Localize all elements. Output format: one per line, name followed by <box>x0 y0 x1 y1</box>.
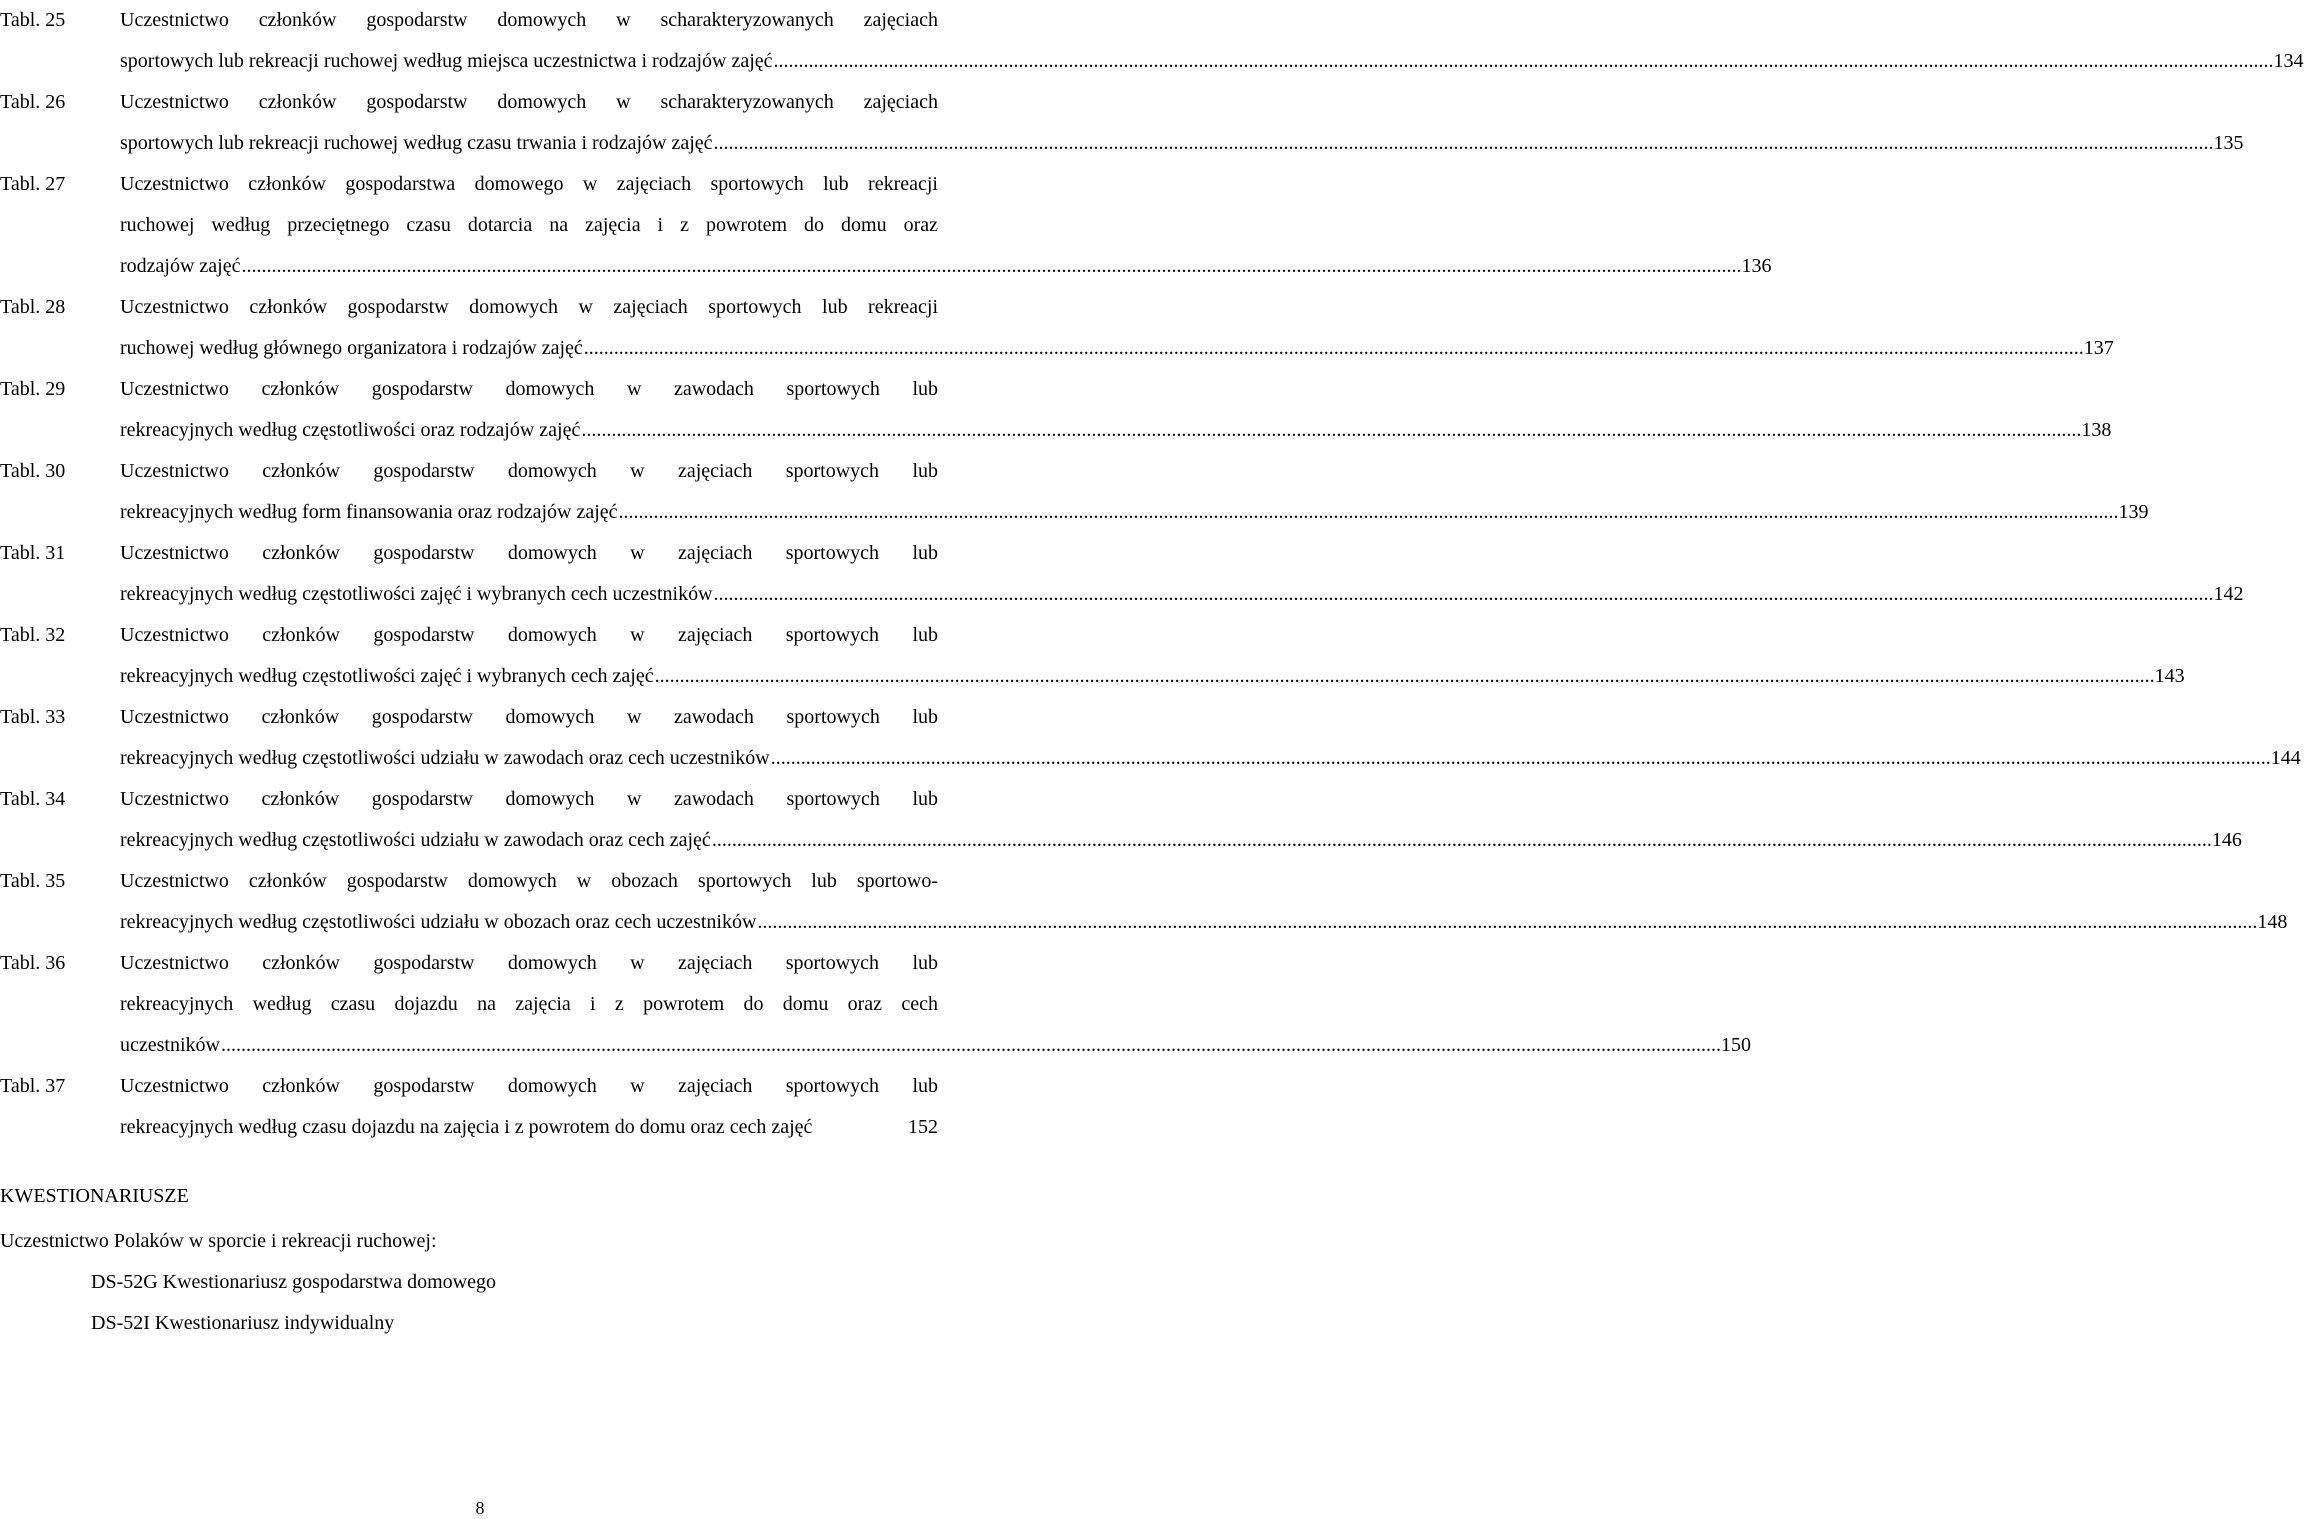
toc-entry-title-line <box>120 820 2242 861</box>
toc-entry-label: Tabl. 32 <box>0 624 66 646</box>
toc-dot-leader: ............................................................................................................................................................................................................................................................................................................ <box>618 501 2119 523</box>
toc-entry-label: Tabl. 37 <box>0 1075 66 1097</box>
toc-entry-title <box>120 779 2242 861</box>
toc-entry-title-line <box>120 328 2114 369</box>
toc-entry-page-number: 136 <box>1741 255 1772 277</box>
toc-entry-page-number: 138 <box>2081 419 2112 441</box>
toc-entry-page-number: 148 <box>2257 911 2288 933</box>
toc-entry-title <box>120 0 2304 82</box>
toc-entry-title <box>120 82 2244 164</box>
toc-entry-title-line <box>120 123 2244 164</box>
toc-entry-title-text: rekreacyjnych według częstotliwości udziału w zawodach oraz cech uczestników <box>120 747 770 769</box>
toc-entry-title-text: rekreacyjnych według częstotliwości udziału w obozach oraz cech uczestników <box>120 911 757 933</box>
toc-entry <box>0 533 2244 615</box>
toc-entry-label: Tabl. 33 <box>0 706 66 728</box>
toc-entry-title-line: rekreacyjnych według czasu dojazdu na zajęcia i z powrotem do domu oraz cech <box>120 993 938 1015</box>
toc-entry <box>0 697 2301 779</box>
toc-entry-title <box>120 943 1751 1066</box>
toc-entry-title-line <box>120 41 2304 82</box>
toc-entry <box>0 287 2114 369</box>
toc-entry <box>0 369 2112 451</box>
toc-dot-leader: ............................................................................................................................................................................................................................................................................................................ <box>773 50 2274 72</box>
toc-entry-page-number: 142 <box>2213 583 2244 605</box>
toc-dot-leader: ............................................................................................................................................................................................................................................................................................................ <box>654 665 2155 687</box>
toc-entry-title-line <box>120 1107 938 1148</box>
toc-entry-title-text: rekreacyjnych według czasu dojazdu na zajęcia i z powrotem do domu oraz cech zajęć <box>120 1116 813 1138</box>
toc-entry-title-line: Uczestnictwo członków gospodarstw domowych w scharakteryzowanych zajęciach <box>120 9 938 31</box>
toc-dot-leader: ............................................................................................................................................................................................................................................................................................................ <box>581 419 2082 441</box>
toc-entry-page-number: 152 <box>908 1116 938 1138</box>
toc-entry-title-line: Uczestnictwo członków gospodarstw domowych w zawodach sportowych lub <box>120 706 938 728</box>
toc-dot-leader: ............................................................................................................................................................................................................................................................................................................ <box>757 911 2258 933</box>
toc-entry-page-number: 139 <box>2118 501 2149 523</box>
toc-entry <box>0 943 1751 1066</box>
toc-dot-leader: ............................................................................................................................................................................................................................................................................................................ <box>713 132 2214 154</box>
toc-entry <box>0 451 2149 533</box>
toc-entry-label: Tabl. 36 <box>0 952 66 974</box>
toc-entry-title-line <box>120 902 2288 943</box>
page-number: 8 <box>475 1498 485 1518</box>
toc-entry <box>0 615 2185 697</box>
toc-entry <box>0 1066 960 1148</box>
toc-dot-leader: ............................................................................................................................................................................................................................................................................................................ <box>241 255 1742 277</box>
toc-entry-title-text: rekreacyjnych według częstotliwości zajęć i wybranych cech zajęć <box>120 665 654 687</box>
toc-entry-title-line: Uczestnictwo członków gospodarstw domowych w scharakteryzowanych zajęciach <box>120 91 938 113</box>
toc-entry-page-number: 134 <box>2273 50 2304 72</box>
toc-entry-page-number: 143 <box>2154 665 2185 687</box>
toc-entry-title-text: ruchowej według głównego organizatora i rodzajów zajęć <box>120 337 583 359</box>
toc-entry-title <box>120 369 2112 451</box>
toc-entry-title-line: Uczestnictwo członków gospodarstw domowych w zawodach sportowych lub <box>120 788 938 810</box>
toc-entry-label: Tabl. 27 <box>0 173 66 195</box>
toc-entry-title <box>120 697 2301 779</box>
questionnaires-subheading: Uczestnictwo Polaków w sporcie i rekreacji ruchowej: <box>0 1230 437 1252</box>
toc-entry-title-line <box>120 738 2301 779</box>
toc-entry-title <box>120 1066 938 1148</box>
toc-entry-title-text: rekreacyjnych według form finansowania oraz rodzajów zajęć <box>120 501 618 523</box>
toc-entry-label: Tabl. 35 <box>0 870 66 892</box>
toc-entry-title-text: rekreacyjnych według częstotliwości oraz rodzajów zajęć <box>120 419 581 441</box>
toc-entry-title-line: Uczestnictwo członków gospodarstw domowych w zawodach sportowych lub <box>120 378 938 400</box>
toc-entry-title-line <box>120 492 2149 533</box>
questionnaires-heading: KWESTIONARIUSZE <box>0 1185 189 1207</box>
toc-entry-title-line <box>120 246 1772 287</box>
toc-entry-title-line: Uczestnictwo członków gospodarstwa domowego w zajęciach sportowych lub rekreacji <box>120 173 938 195</box>
toc-entry-title-line: Uczestnictwo członków gospodarstw domowych w obozach sportowych lub sportowo- <box>120 870 938 892</box>
toc-dot-leader: ............................................................................................................................................................................................................................................................................................................ <box>711 829 2212 851</box>
toc-entry-title-text: sportowych lub rekreacji ruchowej według miejsca uczestnictwa i rodzajów zajęć <box>120 50 773 72</box>
toc-entry-title-text: rekreacyjnych według częstotliwości zajęć i wybranych cech uczestników <box>120 583 713 605</box>
toc-dot-leader: ............................................................................................................................................................................................................................................................................................................ <box>770 747 2271 769</box>
toc-entry-label: Tabl. 25 <box>0 9 66 31</box>
toc-entry-title-line: Uczestnictwo członków gospodarstw domowych w zajęciach sportowych lub <box>120 624 938 646</box>
toc-entry <box>0 861 2288 943</box>
toc-entry-label: Tabl. 28 <box>0 296 66 318</box>
toc-entry-title <box>120 533 2244 615</box>
toc-entry <box>0 779 2242 861</box>
toc-entry-title-line: Uczestnictwo członków gospodarstw domowych w zajęciach sportowych lub <box>120 460 938 482</box>
toc-dot-leader: ............................................................................................................................................................................................................................................................................................................ <box>220 1034 1721 1056</box>
toc-entry-title <box>120 861 2288 943</box>
toc-entry-title-line <box>120 410 2112 451</box>
toc-entry-page-number: 135 <box>2213 132 2244 154</box>
toc-entry-label: Tabl. 29 <box>0 378 66 400</box>
toc-entry-title <box>120 615 2185 697</box>
questionnaire-item: DS-52I Kwestionariusz indywidualny <box>91 1312 395 1334</box>
toc-entry-title <box>120 451 2149 533</box>
toc-entry-title-line: Uczestnictwo członków gospodarstw domowych w zajęciach sportowych lub rekreacji <box>120 296 938 318</box>
toc-entry-title-line: Uczestnictwo członków gospodarstw domowych w zajęciach sportowych lub <box>120 542 938 564</box>
questionnaire-item: DS-52G Kwestionariusz gospodarstwa domowego <box>91 1271 496 1293</box>
toc-entry-title <box>120 164 1772 287</box>
toc-entry-label: Tabl. 31 <box>0 542 66 564</box>
toc-entry-page-number: 150 <box>1720 1034 1751 1056</box>
toc-entry-page-number: 144 <box>2270 747 2301 769</box>
toc-dot-leader: ............................................................................................................................................................................................................................................................................................................ <box>713 583 2214 605</box>
toc-entry-title-line <box>120 574 2244 615</box>
toc-entry-title-text: uczestników <box>120 1034 220 1056</box>
toc-entry-title <box>120 287 2114 369</box>
toc-entry-page-number: 137 <box>2083 337 2114 359</box>
toc-entry-title-line <box>120 1025 1751 1066</box>
toc-entry <box>0 164 1772 287</box>
toc-entry-title-text: rekreacyjnych według częstotliwości udziału w zawodach oraz cech zajęć <box>120 829 711 851</box>
toc-entry-title-text: rodzajów zajęć <box>120 255 241 277</box>
toc-entry-label: Tabl. 34 <box>0 788 66 810</box>
toc-entry-title-line: Uczestnictwo członków gospodarstw domowych w zajęciach sportowych lub <box>120 1075 938 1097</box>
toc-entry-title-line <box>120 656 2185 697</box>
toc-entry <box>0 0 2304 82</box>
toc-entry-label: Tabl. 26 <box>0 91 66 113</box>
toc-dot-leader: ............................................................................................................................................................................................................................................................................................................ <box>583 337 2084 359</box>
toc-entry-label: Tabl. 30 <box>0 460 66 482</box>
toc-entry-title-line: Uczestnictwo członków gospodarstw domowych w zajęciach sportowych lub <box>120 952 938 974</box>
toc-entry <box>0 82 2244 164</box>
toc-entry-title-line: ruchowej według przeciętnego czasu dotarcia na zajęcia i z powrotem do domu oraz <box>120 214 938 236</box>
toc-entry-page-number: 146 <box>2211 829 2242 851</box>
toc-entry-title-text: sportowych lub rekreacji ruchowej według czasu trwania i rodzajów zajęć <box>120 132 713 154</box>
